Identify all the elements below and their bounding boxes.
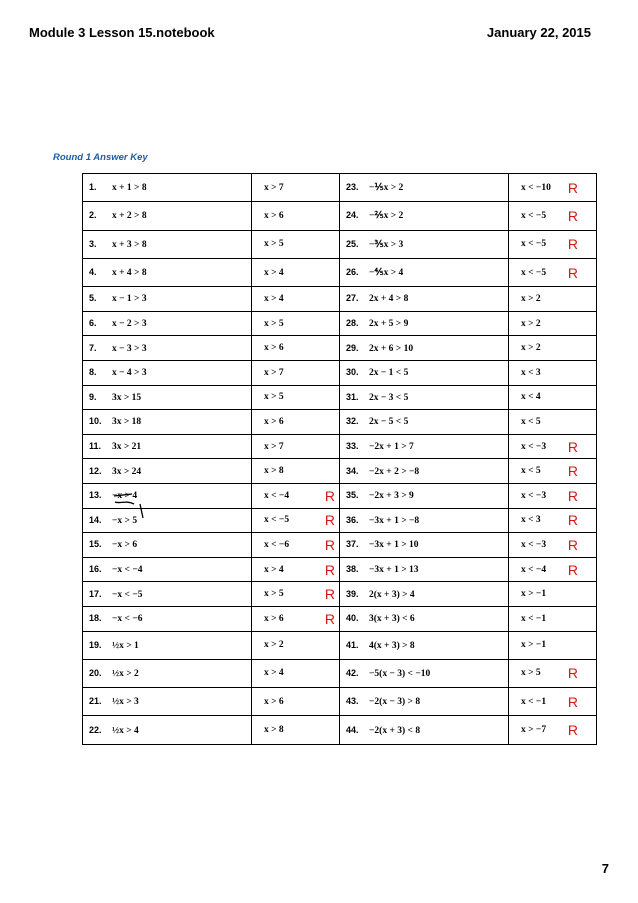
table-row [83, 716, 597, 744]
problem-text: x + 2 > 8 [112, 211, 147, 222]
answer-text: x < −3 [521, 490, 547, 501]
problem-cell [340, 688, 509, 716]
table-row [83, 459, 597, 484]
answer-text: x > 6 [264, 210, 284, 221]
problem-text: 2x − 5 < 5 [369, 417, 409, 428]
problem-number: 15. [89, 539, 102, 550]
problem-number: 21. [89, 696, 102, 707]
answer-text: x > 5 [264, 392, 284, 403]
answer-text: x > 6 [264, 343, 284, 354]
problem-text: −⅖x > 2 [369, 211, 404, 222]
problem-number: 22. [89, 724, 102, 735]
problem-cell [83, 258, 252, 286]
problem-number: 32. [346, 416, 359, 427]
problem-number: 37. [346, 539, 359, 550]
problem-cell [340, 716, 509, 744]
problem-cell [83, 606, 252, 631]
review-mark: R [567, 561, 578, 578]
answer-cell [509, 582, 597, 607]
review-mark: R [567, 487, 578, 504]
answer-cell [252, 631, 340, 659]
answer-cell [509, 557, 597, 582]
problem-text: x − 4 > 3 [112, 368, 147, 379]
problem-number: 26. [346, 267, 359, 278]
answer-cell [252, 716, 340, 744]
answer-cell [252, 410, 340, 435]
answer-text: x > 4 [264, 293, 284, 304]
problem-text: 2x − 1 < 5 [369, 368, 409, 379]
document-title: Module 3 Lesson 15.notebook [29, 25, 215, 40]
problem-text: −2x + 3 > 9 [369, 491, 414, 502]
problem-text: −x > 4 [112, 491, 138, 502]
answer-cell [509, 385, 597, 410]
problem-number: 42. [346, 667, 359, 678]
problem-cell [83, 202, 252, 230]
table-row [83, 230, 597, 258]
answer-cell [509, 606, 597, 631]
problem-number: 27. [346, 293, 359, 304]
problem-cell [340, 336, 509, 361]
answer-text: x > −1 [521, 640, 547, 651]
answer-cell [509, 631, 597, 659]
problem-text: −x > 6 [112, 540, 138, 551]
problem-cell [83, 688, 252, 716]
answer-cell [252, 533, 340, 558]
problem-number: 38. [346, 564, 359, 575]
problem-cell [83, 434, 252, 459]
answer-text: x > 7 [264, 441, 284, 452]
table-row [83, 434, 597, 459]
problem-text: 3(x + 3) < 6 [369, 614, 415, 625]
problem-cell [83, 360, 252, 385]
problem-text: ½x > 1 [112, 640, 139, 651]
answer-cell [509, 258, 597, 286]
problem-text: x − 3 > 3 [112, 343, 147, 354]
review-mark: R [567, 236, 578, 253]
answer-text: x > 5 [264, 239, 284, 250]
table-row [83, 606, 597, 631]
problem-text: −2x + 1 > 7 [369, 442, 414, 453]
problem-number: 39. [346, 588, 359, 599]
review-mark: R [324, 610, 335, 627]
problem-text: 2x + 4 > 8 [369, 294, 409, 305]
answer-text: x > −1 [521, 589, 547, 600]
answer-text: x < −5 [521, 267, 547, 278]
problem-number: 34. [346, 465, 359, 476]
answer-cell [509, 287, 597, 312]
problem-text: 2(x + 3) > 4 [369, 589, 415, 600]
problem-cell [340, 483, 509, 508]
problem-text: 3x > 21 [112, 442, 142, 453]
review-mark: R [567, 438, 578, 455]
table-row [83, 688, 597, 716]
problem-cell [83, 508, 252, 533]
review-mark: R [324, 487, 335, 504]
problem-text: −⅘x > 4 [369, 268, 404, 279]
problem-cell [340, 434, 509, 459]
answer-cell [252, 434, 340, 459]
problem-number: 1. [89, 182, 97, 193]
answer-text: x > 5 [521, 668, 541, 679]
problem-number: 8. [89, 367, 97, 378]
answer-text: x > 7 [264, 367, 284, 378]
answer-text: x < −1 [521, 613, 547, 624]
problem-number: 13. [89, 490, 102, 501]
table-row [83, 483, 597, 508]
review-mark: R [324, 586, 335, 603]
answer-text: x < −1 [521, 696, 547, 707]
answer-cell [509, 659, 597, 687]
problem-cell [340, 631, 509, 659]
review-mark: R [324, 512, 335, 529]
problem-text: −3x + 1 > −8 [369, 515, 420, 526]
page-number: 7 [601, 861, 609, 876]
answer-cell [252, 659, 340, 687]
problem-cell [340, 582, 509, 607]
problem-number: 43. [346, 696, 359, 707]
problem-cell [83, 336, 252, 361]
answer-text: x > 2 [521, 293, 541, 304]
problem-text: 3x > 15 [112, 392, 142, 403]
problem-cell [83, 533, 252, 558]
problem-cell [83, 410, 252, 435]
answer-cell [509, 459, 597, 484]
problem-number: 17. [89, 588, 102, 599]
problem-text: −x < −5 [112, 589, 143, 600]
answer-text: x > 5 [264, 589, 284, 600]
problem-text: 3x > 18 [112, 417, 142, 428]
answer-cell [509, 230, 597, 258]
answer-text: x < 5 [521, 416, 541, 427]
answer-cell [252, 258, 340, 286]
problem-cell [83, 230, 252, 258]
review-mark: R [567, 264, 578, 281]
problem-number: 4. [89, 267, 97, 278]
answer-cell [252, 385, 340, 410]
table-row [83, 258, 597, 286]
table-row [83, 659, 597, 687]
answer-cell [509, 174, 597, 202]
problem-text: ½x > 2 [112, 668, 139, 679]
problem-text: 3x > 24 [112, 466, 142, 477]
answer-cell [252, 336, 340, 361]
answer-text: x > 2 [521, 318, 541, 329]
table-row [83, 410, 597, 435]
answer-cell [509, 688, 597, 716]
problem-number: 35. [346, 490, 359, 501]
answer-text: x < 3 [521, 367, 541, 378]
answer-cell [252, 360, 340, 385]
problem-number: 2. [89, 210, 97, 221]
problem-cell [83, 483, 252, 508]
problem-text: x − 1 > 3 [112, 294, 147, 305]
problem-text: x + 4 > 8 [112, 268, 147, 279]
problem-text: −⅕x > 2 [369, 183, 404, 194]
answer-cell [252, 311, 340, 336]
table-row [83, 360, 597, 385]
table-row [83, 311, 597, 336]
review-mark: R [567, 693, 578, 710]
problem-cell [340, 533, 509, 558]
problem-number: 31. [346, 391, 359, 402]
problem-cell [83, 287, 252, 312]
problem-text: −⅗x > 3 [369, 239, 404, 250]
problem-number: 14. [89, 514, 102, 525]
problem-text: −3x + 1 > 13 [369, 565, 419, 576]
answer-text: x < −5 [521, 210, 547, 221]
answer-text: x > 6 [264, 416, 284, 427]
answer-text: x < −5 [264, 515, 290, 526]
problem-number: 41. [346, 639, 359, 650]
problem-text: −3x + 1 > 10 [369, 540, 419, 551]
answer-cell [252, 688, 340, 716]
answer-text: x < 3 [521, 515, 541, 526]
answer-cell [252, 174, 340, 202]
answer-text: x < 4 [521, 392, 541, 403]
problem-text: 2x + 6 > 10 [369, 343, 414, 354]
answer-text: x > 6 [264, 696, 284, 707]
answer-text: x > 8 [264, 725, 284, 736]
answer-text: x > 5 [264, 318, 284, 329]
problem-text: ½x > 3 [112, 697, 139, 708]
problem-number: 28. [346, 318, 359, 329]
problem-number: 7. [89, 342, 97, 353]
problem-cell [340, 606, 509, 631]
problem-cell [340, 508, 509, 533]
problem-cell [340, 202, 509, 230]
answer-cell [252, 459, 340, 484]
problem-cell [340, 385, 509, 410]
problem-cell [340, 174, 509, 202]
problem-number: 44. [346, 724, 359, 735]
problem-text: −2(x + 3) < 8 [369, 725, 421, 736]
problem-cell [340, 258, 509, 286]
table-row [83, 385, 597, 410]
answer-cell [509, 716, 597, 744]
review-mark: R [567, 179, 578, 196]
problem-text: −x > 5 [112, 515, 138, 526]
answer-cell [509, 410, 597, 435]
problem-number: 19. [89, 639, 102, 650]
answer-key-title: Round 1 Answer Key [53, 152, 148, 163]
problem-cell [83, 582, 252, 607]
problem-text: 4(x + 3) > 8 [369, 640, 415, 651]
answer-cell [252, 508, 340, 533]
problem-number: 9. [89, 391, 97, 402]
answer-text: x > 4 [264, 668, 284, 679]
problem-cell [340, 459, 509, 484]
problem-number: 16. [89, 564, 102, 575]
problem-text: ½x > 4 [112, 725, 139, 736]
problem-cell [340, 659, 509, 687]
problem-cell [83, 557, 252, 582]
answer-cell [252, 202, 340, 230]
answer-text: x > −7 [521, 725, 547, 736]
answer-text: x < −4 [521, 564, 547, 575]
answer-cell [509, 202, 597, 230]
table-row [83, 202, 597, 230]
review-mark: R [567, 722, 578, 739]
review-mark: R [567, 512, 578, 529]
problem-number: 40. [346, 613, 359, 624]
table-row [83, 557, 597, 582]
answer-cell [252, 557, 340, 582]
review-mark: R [567, 207, 578, 224]
problem-text: 2x − 3 < 5 [369, 392, 409, 403]
table-row [83, 336, 597, 361]
answer-text: x > 2 [521, 343, 541, 354]
answer-cell [509, 336, 597, 361]
answer-text: x < −6 [264, 539, 290, 550]
review-mark: R [324, 561, 335, 578]
problem-text: −2x + 2 > −8 [369, 466, 420, 477]
answer-cell [252, 230, 340, 258]
answer-cell [252, 287, 340, 312]
table-row [83, 174, 597, 202]
problem-number: 12. [89, 465, 102, 476]
problem-cell [340, 557, 509, 582]
problem-cell [83, 631, 252, 659]
answer-text: x < −5 [521, 239, 547, 250]
answer-text: x < −3 [521, 441, 547, 452]
problem-cell [83, 716, 252, 744]
problem-cell [340, 287, 509, 312]
answer-text: x > 4 [264, 267, 284, 278]
problem-text: −x < −6 [112, 614, 143, 625]
answer-text: x > 2 [264, 640, 284, 651]
review-mark: R [324, 536, 335, 553]
answer-cell [509, 533, 597, 558]
review-mark: R [567, 665, 578, 682]
problem-number: 3. [89, 238, 97, 249]
answer-cell [252, 582, 340, 607]
problem-cell [83, 385, 252, 410]
review-mark: R [567, 463, 578, 480]
problem-number: 5. [89, 293, 97, 304]
review-mark: R [567, 536, 578, 553]
problem-cell [83, 311, 252, 336]
answer-text: x > 8 [264, 466, 284, 477]
table-row [83, 287, 597, 312]
answer-cell [509, 311, 597, 336]
handwritten-annotation [112, 492, 148, 522]
answer-cell [509, 434, 597, 459]
table-row [83, 508, 597, 533]
problem-number: 23. [346, 182, 359, 193]
answer-text: x < −4 [264, 490, 290, 501]
document-date: January 22, 2015 [486, 25, 591, 40]
problem-text: −x < −4 [112, 565, 143, 576]
problem-cell [340, 311, 509, 336]
problem-text: −2(x − 3) > 8 [369, 697, 421, 708]
answer-text: x > 7 [264, 182, 284, 193]
answer-cell [509, 360, 597, 385]
problem-number: 30. [346, 367, 359, 378]
problem-number: 36. [346, 514, 359, 525]
problem-text: x + 3 > 8 [112, 239, 147, 250]
problem-text: x + 1 > 8 [112, 183, 147, 194]
answer-cell [509, 483, 597, 508]
problem-cell [83, 174, 252, 202]
answer-text: x < −3 [521, 539, 547, 550]
problem-number: 18. [89, 613, 102, 624]
problem-text: −5(x − 3) < −10 [369, 668, 431, 679]
answer-text: x > 4 [264, 564, 284, 575]
table-row [83, 631, 597, 659]
problem-number: 29. [346, 342, 359, 353]
problem-cell [340, 230, 509, 258]
answer-cell [252, 606, 340, 631]
problem-cell [83, 459, 252, 484]
problem-number: 6. [89, 318, 97, 329]
problem-number: 25. [346, 238, 359, 249]
problem-number: 33. [346, 441, 359, 452]
answer-text: x > 6 [264, 613, 284, 624]
problem-number: 11. [89, 441, 102, 452]
answer-text: x < −10 [521, 182, 551, 193]
problem-number: 10. [89, 416, 102, 427]
answer-key-table [82, 173, 597, 745]
problem-text: 2x + 5 > 9 [369, 319, 409, 330]
answer-cell [509, 508, 597, 533]
problem-number: 20. [89, 667, 102, 678]
problem-number: 24. [346, 210, 359, 221]
answer-cell [252, 483, 340, 508]
table-row [83, 533, 597, 558]
answer-text: x < 5 [521, 466, 541, 477]
problem-cell [83, 659, 252, 687]
problem-cell [340, 410, 509, 435]
problem-cell [340, 360, 509, 385]
table-row [83, 582, 597, 607]
problem-text: x − 2 > 3 [112, 319, 147, 330]
